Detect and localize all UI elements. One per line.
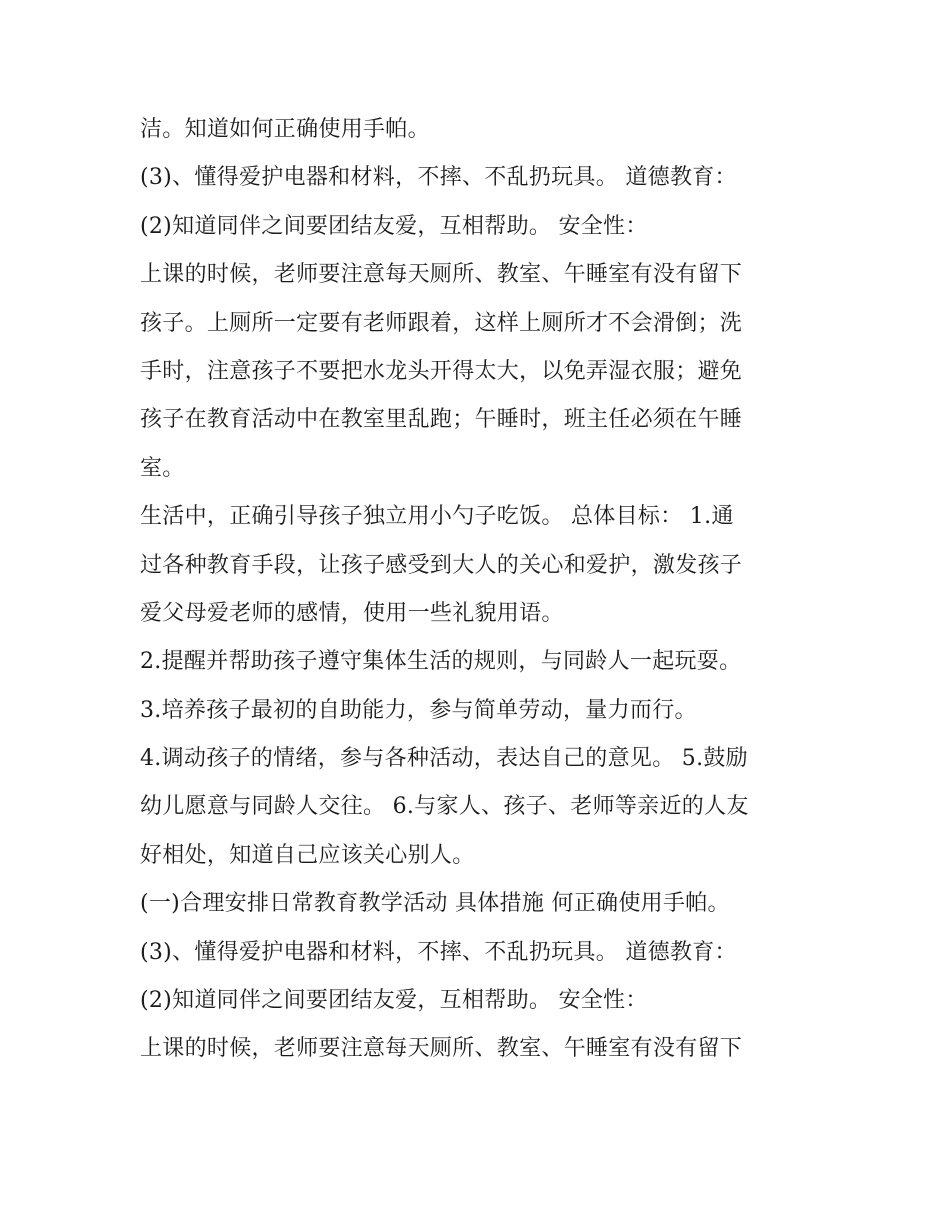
text-line: 幼儿愿意与同龄人交往。 6.与家人、孩子、老师等亲近的人友 xyxy=(140,794,749,820)
text-line: 2.提醒并帮助孩子遵守集体生活的规则，与同龄人一起玩耍。 xyxy=(140,649,742,675)
text-line: 过各种教育手段，让孩子感受到大人的关心和爱护，激发孩子 xyxy=(140,552,743,578)
text-line: (2)知道同伴之间要团结友爱，互相帮助。 安全性： xyxy=(140,988,648,1014)
text-line: 手时，注意孩子不要把水龙头开得太大，以免弄湿衣服；避免 xyxy=(140,358,743,384)
text-line: 4.调动孩子的情绪，参与各种活动，表达自己的意见。 5.鼓励 xyxy=(140,746,748,772)
text-line: 上课的时候，老师要注意每天厕所、教室、午睡室有没有留下 xyxy=(140,262,743,288)
document-body xyxy=(140,106,820,1074)
text-line: 孩子在教育活动中在教室里乱跑；午睡时，班主任必须在午睡 xyxy=(140,407,743,433)
text-line: 3.培养孩子最初的自助能力，参与简单劳动，量力而行。 xyxy=(140,697,697,723)
text-line: 洁。知道如何正确使用手帕。 xyxy=(140,117,430,142)
text-line: (2)知道同伴之间要团结友爱，互相帮助。 安全性： xyxy=(140,213,648,239)
text-line: 爱父母爱老师的感情，使用一些礼貌用语。 xyxy=(140,600,564,626)
text-line: 孩子。上厕所一定要有老师跟着，这样上厕所才不会滑倒；洗 xyxy=(140,310,743,336)
text-line: 室。 xyxy=(140,455,185,481)
text-line: (3)、懂得爱护电器和材料，不摔、不乱扔玩具。 道德教育： xyxy=(140,165,737,191)
text-line: (一)合理安排日常教育教学活动 具体措施 何正确使用手帕。 xyxy=(140,891,730,917)
text-line: 上课的时候，老师要注意每天厕所、教室、午睡室有没有留下 xyxy=(140,1036,743,1062)
text-line: 生活中，正确引导孩子独立用小勺子吃饭。 总体目标： 1.通 xyxy=(140,504,734,530)
text-line: 好相处，知道自己应该关心别人。 xyxy=(140,842,475,868)
text-line: (3)、懂得爱护电器和材料，不摔、不乱扔玩具。 道德教育： xyxy=(140,939,737,965)
